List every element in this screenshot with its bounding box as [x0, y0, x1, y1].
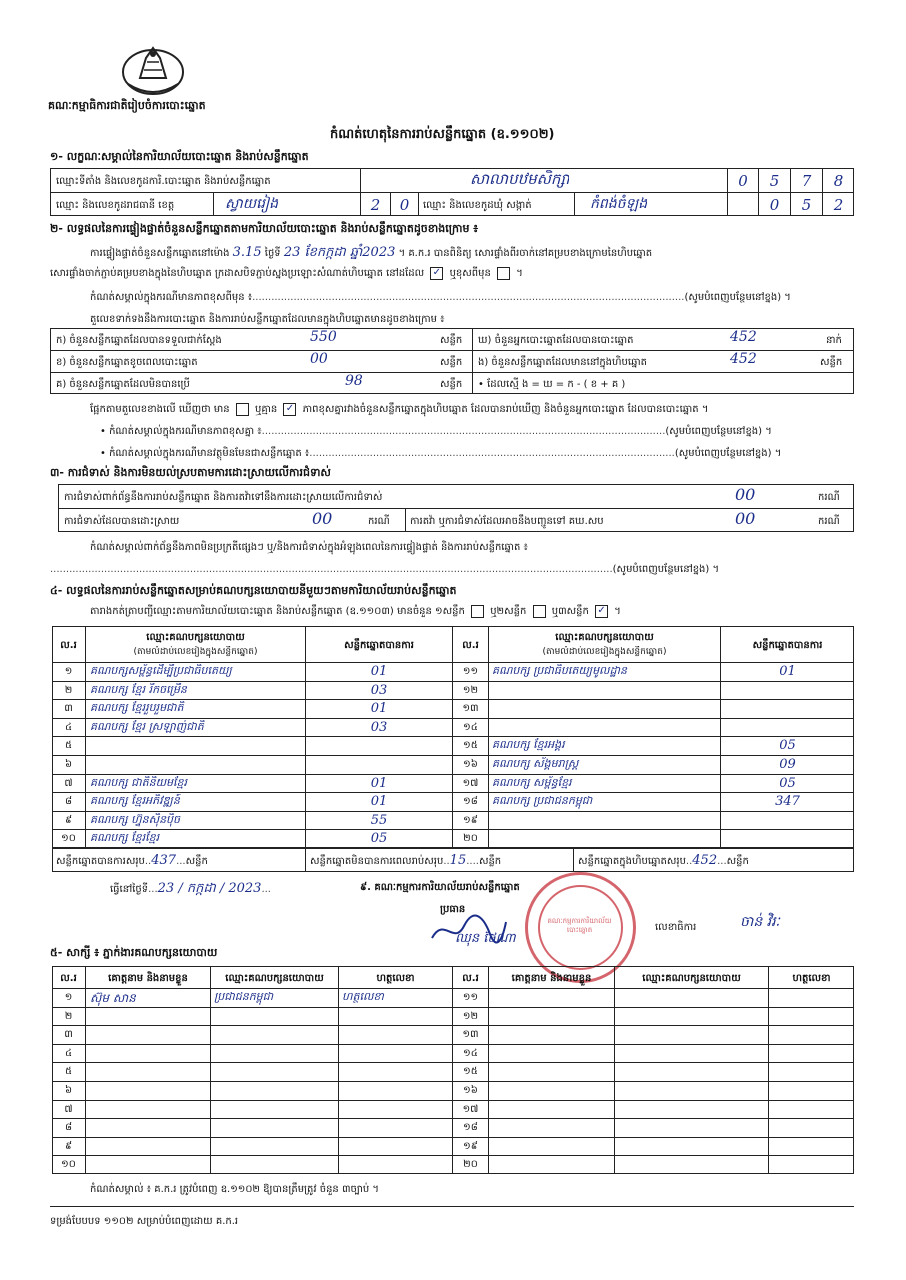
result-row-no: ១០	[61, 833, 76, 845]
no-difference-checkbox[interactable]: ✓	[283, 403, 296, 416]
witness-row-no: ១៨	[463, 1122, 478, 1134]
forwarded-label: ការតវ៉ា ឬការជំទាស់ដែលអាចនឹងបញ្ជូនទៅ គឃ.សប	[410, 516, 604, 527]
chief-signature: ឈុន ថែណា	[455, 931, 516, 946]
witness-row-no: ១៤	[463, 1047, 478, 1059]
result-row-no: ១៩	[463, 814, 478, 826]
in-box-label: ង) ចំនួនសន្លឹកឆ្នោតដែលមាននៅក្នុងហិបឆ្នោត	[478, 357, 647, 368]
station-code-digit: 0	[738, 172, 748, 190]
result-party-name: គណបក្សសម្ព័ន្ធដើម្បីប្រជាធិបតេយ្យ	[90, 664, 232, 677]
result-row-no: ៧	[64, 777, 73, 789]
witness-row-no: ១៩	[463, 1140, 478, 1152]
formula: • ដែលស្មើ ង = ឃ = ក - ( ខ + គ )	[478, 379, 626, 390]
polling-station-value: សាលាបឋមសិក្សា	[470, 170, 570, 188]
w-col-name: គោត្តនាម និងនាមខ្លួន	[108, 973, 188, 984]
chief-signature-scribble	[428, 912, 508, 948]
commune-value: កំពង់ចំឡង	[590, 196, 648, 212]
province-value: ស្វាយរៀង	[225, 196, 279, 212]
col-party-header: ឈ្មោះគណបក្សនយោបាយ	[146, 632, 245, 643]
spoiled-label: ខ) ចំនួនសន្លឹកឆ្នោតខូចពេលបោះឆ្នោត	[56, 357, 198, 368]
verification-date: 23 ខែកក្កដា ឆ្នាំ2023	[283, 245, 396, 260]
witness-row-no: ១១	[462, 992, 479, 1003]
received-value: 550	[310, 329, 337, 345]
station-code-digit: 7	[801, 172, 812, 190]
verification-paragraph: ការផ្ទៀងផ្ទាត់ចំនួនសន្លឹកឆ្នោតនៅម៉ោង 3.15 ថ្ងៃទី 23 ខែកក្កដា ឆ្នាំ2023 ។ គ.ក.រ បានពិនិត្យ សោរផ្ទាំងពីរចាក់នៅគម្របខាងក្រោមនៃហិបឆ្នោត	[90, 245, 653, 260]
witness-row-no: ៧	[64, 1103, 73, 1115]
result-party-name: គណបក្ស សម្ព័ន្ធខ្មែរ	[492, 775, 572, 789]
result-party-name: គណបក្ស ខ្មែរអង្គរ	[492, 738, 565, 752]
result-votes: 01	[370, 701, 388, 717]
commune-code-digit: 5	[801, 196, 812, 214]
difference-note: កំណត់សម្គាល់ក្នុងករណីមានភាពខុសពីមុន ៖........................................................................................................................................(សូមបំពេញបន្ថែមនៅខ្នង) ។	[90, 292, 791, 303]
tally-sheet-intro: តារាងកត់ត្រាបញ្ជីឈ្មោះតាមការិយាល័យបោះឆ្នោត និងរាប់សន្លឹកឆ្នោត (ឧ.១១០៣) មានចំនួន ១សន្លឹក ឬ២សន្លឹក ឬ៣សន្លឹក ✓ ។	[90, 604, 621, 617]
w-col-sign: ហត្ថលេខា	[376, 973, 415, 984]
result-row-no: ៤	[64, 721, 73, 733]
irregularity-note: កំណត់សម្គាល់ពាក់ព័ន្ធនឹងភាពមិនប្រក្រតីផ្សេងៗ ឬ/និងការជំទាស់ក្នុងអំឡុងពេលនៃការផ្ទៀងផ្ទាត់ និងការរាប់សន្លឹកឆ្នោត ៖	[90, 542, 528, 553]
witness-row-no: ៤	[64, 1047, 73, 1059]
witness-name: ស៊ុម សាន	[90, 991, 136, 1005]
result-row-no: ៩	[64, 814, 73, 826]
witness-row-no: ១៧	[462, 1103, 479, 1115]
difference-bullet: • កំណត់សម្គាល់ក្នុងករណីមានភាពខុសគ្នា ៖...............................................................................................................................(សូមបំពេញបន្ថែមនៅខ្នង) ។	[100, 426, 772, 437]
witness-row-no: ២០	[463, 1159, 478, 1171]
three-sheet-checkbox[interactable]: ✓	[595, 605, 608, 618]
unused-label: គ) ចំនួនសន្លឹកឆ្នោតដែលមិនបានប្រើ	[56, 379, 190, 390]
witness-row-no: ៣	[64, 1029, 73, 1041]
witness-row-no: ៩	[64, 1140, 73, 1152]
result-votes: 01	[370, 794, 388, 810]
result-votes: 55	[370, 812, 388, 828]
result-votes: 347	[775, 794, 800, 810]
total-in-box: សន្លឹកឆ្នោតក្នុងហិបឆ្នោតសរុប..452...សន្លឹក	[578, 853, 749, 868]
witness-row-no: ១២	[462, 1010, 479, 1022]
unit-case: ករណី	[368, 516, 390, 527]
in-box-value: 452	[730, 351, 757, 367]
foreign-object-bullet: • កំណត់សម្គាល់ក្នុងករណីមានវត្ថុមិនមែនជាសន្លឹកឆ្នោត ៖...................................................................................................................(សូមបំពេញបន្ថែមនៅខ្នង) ។	[100, 448, 782, 459]
result-party-name: គណបក្ស ប្រជាធិបតេយ្យមូលដ្ឋាន	[492, 664, 627, 677]
total-valid: សន្លឹកឆ្នោតបានការសរុប..437...សន្លឹក	[56, 853, 208, 868]
result-row-no: ១៦	[463, 759, 478, 770]
witness-row-no: ១៣	[462, 1029, 479, 1041]
chief-label: ប្រធាន	[440, 904, 466, 915]
result-party-name: គណបក្ស ខ្មែរ ស្រឡាញ់ជាតិ	[90, 719, 204, 733]
commune-code-digit: 2	[833, 196, 844, 214]
footer-note: កំណត់សម្គាល់ ៖ គ.ក.រ ត្រូវបំពេញ ឧ.១១០២ ឱ្យបានត្រឹមត្រូវ ចំនួន ៣ច្បាប់ ។	[90, 1184, 379, 1195]
witness-row-no: ១០	[61, 1159, 76, 1171]
col-party-header: ឈ្មោះគណបក្សនយោបាយ	[555, 632, 654, 643]
result-row-no: ១៧	[462, 777, 479, 789]
seal-paragraph: សោរផ្ទាំងចាក់ភ្ជាប់គម្របខាងក្នុងនៃហិបឆ្នោត ក្រដាសបិទភ្ជាប់ស្នងប្រឡោះសំណាត់ហិបឆ្នោត នៅដដែល ✓ ឬខុសពីមុន ។	[50, 266, 523, 279]
result-row-no: ១	[64, 666, 73, 677]
secretary-label: លេខាធិការ	[655, 922, 697, 933]
province-code-digit: 0	[399, 196, 410, 214]
emblem-logo	[120, 40, 186, 98]
voted-label: ឃ) ចំនួនអ្នកបោះឆ្នោតដែលបានបោះឆ្នោត	[478, 335, 634, 346]
unit-case: ករណី	[818, 516, 840, 527]
irregularity-note-hint: .................................................................................................................................................................................(សូមបំពេញបន្ថែមនៅខ្នង) ។	[50, 564, 720, 575]
w-col-no: ល.រ	[462, 973, 479, 984]
result-party-name: គណបក្ស ជាតិនិយមខ្មែរ	[90, 775, 188, 789]
different-checkbox[interactable]	[497, 267, 510, 280]
form-code: ទម្រង់បែបបទ ១១០២ សម្រាប់បំពេញដោយ គ.ក.រ	[50, 1216, 239, 1227]
result-party-name: គណបក្ស ហ្វ៊ុនស៊ិនប៉ិច	[90, 812, 181, 826]
witness-row-no: ១៥	[463, 1066, 478, 1078]
form-title: កំណត់ហេតុនៃការរាប់សន្លឹកឆ្នោត (ឧ.១១០២)	[330, 127, 555, 142]
result-votes: 01	[370, 775, 388, 791]
result-row-no: ៥	[64, 740, 73, 752]
w-col-sign: ហត្ថលេខា	[792, 973, 831, 984]
w-col-no: ល.រ	[60, 973, 77, 984]
unit-case: ករណី	[818, 492, 840, 503]
total-invalid: សន្លឹកឆ្នោតមិនបានការពេលរាប់សរុប..15....សន្លឹក	[310, 853, 502, 868]
result-votes: 01	[370, 664, 388, 679]
stamp-text: គណៈកម្មការការិយាល័យបោះឆ្នោត	[547, 917, 612, 934]
col-votes-header: សន្លឹកឆ្នោតបានការ	[752, 640, 823, 651]
unit-sheet: សន្លឹក	[440, 379, 463, 390]
org-name: គណៈកម្មាធិការជាតិរៀបចំការបោះឆ្នោត	[48, 99, 206, 112]
section2-heading: ២- លទ្ធផលនៃការផ្ទៀងផ្ទាត់ចំនួនសន្លឹកឆ្នោតតាមការិយាល័យបោះឆ្នោត និងរាប់សន្លឹកឆ្នោតដូចខាងក្រោម ៖	[50, 222, 479, 235]
result-party-name: គណបក្ស ខ្មែរ រីកចម្រើន	[90, 682, 187, 696]
result-row-no: ៨	[64, 796, 73, 808]
witness-row-no: ១	[64, 992, 73, 1003]
result-row-no: ១៤	[463, 721, 478, 733]
two-sheet-checkbox[interactable]	[533, 605, 546, 618]
col-party-subheader: (តាមលំដាប់លេខរៀងក្នុងសន្លឹកឆ្នោត)	[542, 647, 667, 657]
witness-row-no: ១៦	[463, 1085, 478, 1096]
unit-person: នាក់	[826, 335, 842, 346]
section5-heading: ៥- សាក្សី ៖ ភ្នាក់ងារគណបក្សនយោបាយ	[50, 946, 218, 959]
objections-label: ការជំទាស់ពាក់ព័ន្ធនឹងការរាប់សន្លឹកឆ្នោត និងការតវ៉ាទៅនឹងការដោះស្រាយលើការជំទាស់	[64, 492, 383, 503]
w-col-name: គោត្តនាម និងនាមខ្លួន	[511, 973, 592, 984]
result-votes: 03	[370, 719, 388, 735]
result-row-no: ៣	[64, 703, 73, 715]
received-label: ក) ចំនួនសន្លឹកឆ្នោតដែលបានទទួលជាក់ស្តែង	[56, 335, 222, 346]
section4-heading: ៤- លទ្ធផលនៃការរាប់សន្លឹកឆ្នោតសម្រាប់គណបក្សនយោបាយនីមួយៗតាមការិយាល័យរាប់សន្លឹកឆ្នោត	[50, 584, 457, 597]
result-votes: 05	[779, 738, 796, 754]
result-row-no: ១៥	[463, 740, 478, 752]
witness-signature: ហត្ថលេខា	[342, 990, 384, 1003]
province-code-digit: 2	[370, 196, 381, 214]
col-no-header: ល.រ	[462, 640, 479, 651]
result-party-name: គណបក្ស ស័ង្គមរាស្ត្រ	[492, 757, 579, 770]
committee-label: ៩. គណៈកម្មការការិយាល័យរាប់សន្លឹកឆ្នោត	[360, 882, 520, 893]
result-party-name: គណបក្ស ខ្មែររួបរួមជាតិ	[90, 701, 184, 715]
forwarded-value: 00	[735, 509, 756, 528]
has-difference-checkbox[interactable]	[236, 403, 249, 416]
col-votes-header: សន្លឹកឆ្នោតបានការ	[344, 640, 414, 651]
col-party-subheader: (តាមលំដាប់លេខរៀងក្នុងសន្លឹកឆ្នោត)	[133, 647, 258, 657]
w-col-party: ឈ្មោះគណបក្សនយោបាយ	[225, 973, 324, 984]
province-label: ឈ្មោះ និងលេខកូដរាជធានី ខេត្ត	[56, 200, 175, 211]
figures-intro: តួលេខទាក់ទងនឹងការបោះឆ្នោត និងការរាប់សន្លឹកឆ្នោតដែលមានក្នុងហិបឆ្នោតមានដូចខាងក្រោម ៖	[90, 314, 445, 325]
result-votes: 05	[370, 831, 388, 847]
commune-label: ឈ្មោះ និងលេខកូដឃុំ សង្កាត់	[423, 200, 532, 211]
footer-divider	[50, 1206, 854, 1207]
resolved-label: ការជំទាស់ដែលបានដោះស្រាយ	[64, 516, 180, 527]
result-votes: 05	[779, 775, 796, 791]
secretary-signature: ចាន់ វិរៈ	[740, 914, 780, 930]
unused-value: 98	[345, 373, 363, 389]
result-party-name: គណបក្ស ខ្មែរខ្មែរ	[90, 831, 160, 845]
result-row-no: ២០	[463, 833, 478, 845]
witness-party: ប្រជាជនកម្ពុជា	[214, 990, 274, 1003]
witness-row-no: ៦	[64, 1085, 73, 1096]
unit-sheet: សន្លឹក	[820, 357, 843, 368]
w-col-party: ឈ្មោះគណបក្សនយោបាយ	[642, 973, 741, 984]
resolved-value: 00	[312, 509, 333, 528]
result-row-no: ១៣	[462, 703, 479, 715]
col-no-header: ល.រ	[60, 640, 77, 651]
result-row-no: ៦	[64, 759, 73, 770]
unit-sheet: សន្លឹក	[440, 357, 463, 368]
result-votes: 03	[370, 682, 388, 698]
section3-heading: ៣- ការជំទាស់ និងការមិនយល់ស្របតាមការដោះស្រាយលើការជំទាស់	[50, 466, 331, 479]
station-code-digit: 5	[769, 172, 780, 190]
result-row-no: ១២	[462, 684, 479, 696]
signing-date: ធ្វើនៅថ្ងៃទី...23 / កក្កដា / 2023...	[110, 881, 271, 896]
discrepancy-paragraph: ផ្អែកតាមតួលេខខាងលើ ឃើញថា មាន ឬគ្មាន ✓ ភាពខុសគ្នារវាងចំនួនសន្លឹកឆ្នោតក្នុងហិបឆ្នោត ដែលបានរាប់ឃើញ និងចំនួនអ្នកបោះឆ្នោត ដែលបានបោះឆ្នោត ។	[90, 402, 709, 415]
objections-value: 00	[735, 485, 756, 504]
result-votes: 01	[779, 664, 796, 679]
witness-row-no: ៥	[64, 1066, 73, 1078]
section1-heading: ១- លក្ខណៈសម្គាល់នៃការិយាល័យបោះឆ្នោត និងរាប់សន្លឹកឆ្នោត	[50, 150, 309, 163]
result-row-no: ១៨	[463, 796, 478, 808]
spoiled-value: 00	[310, 351, 328, 367]
commune-code-digit: 0	[769, 196, 780, 214]
result-party-name: គណបក្ស ខ្មែរអភិវឌ្ឍន៍	[90, 794, 180, 808]
witness-row-no: ២	[64, 1010, 73, 1022]
result-votes: 09	[779, 757, 796, 772]
result-row-no: ១១	[462, 666, 479, 677]
polling-station-label: ឈ្មោះទីតាំង និងលេខកូដការិ.បោះឆ្នោត និងរាប់សន្លឹកឆ្នោត	[56, 176, 271, 187]
station-code-digit: 8	[833, 172, 844, 190]
verification-time: 3.15	[232, 245, 262, 260]
witness-row-no: ៨	[64, 1122, 73, 1134]
same-checkbox[interactable]: ✓	[430, 267, 443, 280]
one-sheet-checkbox[interactable]	[471, 605, 484, 618]
unit-sheet: សន្លឹក	[440, 335, 463, 346]
voted-value: 452	[730, 329, 757, 345]
result-row-no: ២	[64, 684, 73, 696]
result-party-name: គណបក្ស ប្រជាជនកម្ពុជា	[492, 794, 593, 808]
